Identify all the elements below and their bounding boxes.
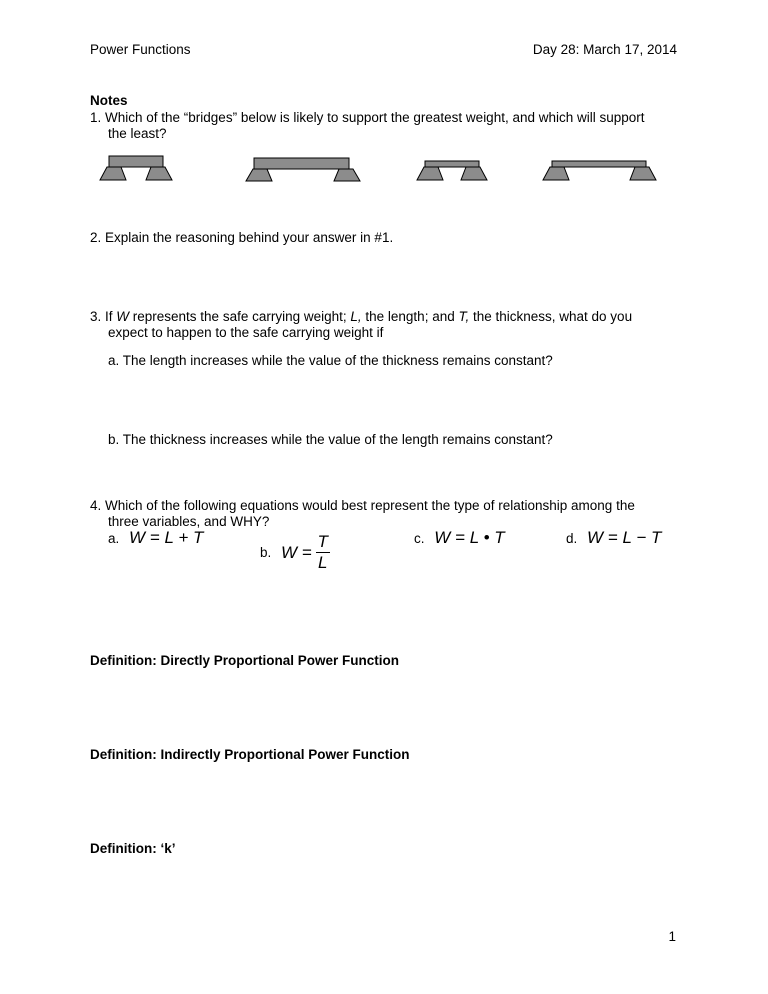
question-3-line-2: expect to happen to the safe carrying weight if — [108, 325, 384, 340]
definition-direct: Definition: Directly Proportional Power Function — [90, 653, 400, 668]
notes-heading: Notes — [90, 93, 128, 108]
equation-c-label: c. — [414, 531, 425, 546]
q3-text-2: the length; and — [361, 309, 459, 324]
question-3a: a. The length increases while the value of the thickness remains constant? — [108, 353, 553, 368]
question-4-line-1: 4. Which of the following equations would best represent the type of relationship among the — [90, 498, 635, 513]
equation-b-denominator: L — [317, 553, 328, 572]
equation-b-lhs: W = — [281, 542, 312, 562]
equation-b-numerator: T — [317, 532, 328, 551]
bridge-2 — [246, 158, 360, 181]
header-title: Power Functions — [90, 42, 191, 57]
equation-b-fraction — [316, 532, 330, 573]
q3-prefix: 3. If — [90, 309, 117, 324]
equation-b-label: b. — [260, 545, 272, 560]
header-date: Day 28: March 17, 2014 — [532, 42, 677, 57]
question-1-line-2: the least? — [108, 126, 167, 141]
q3-var-l: L, — [350, 309, 362, 324]
q3-var-t: T, — [458, 309, 470, 324]
page-number: 1 — [668, 929, 676, 944]
question-4-line-2: three variables, and WHY? — [108, 514, 270, 529]
question-3-line-1 — [90, 309, 632, 324]
bridge-3 — [417, 161, 487, 180]
question-3b: b. The thickness increases while the value of the length remains constant? — [108, 432, 553, 447]
equation-c — [414, 528, 505, 548]
equation-d — [566, 528, 661, 548]
q3-text-3: the thickness, what do you — [469, 309, 633, 324]
bridges-illustration — [0, 150, 768, 190]
equation-d-label: d. — [566, 531, 578, 546]
q3-text-1: represents the safe carrying weight; — [129, 309, 351, 324]
question-1-line-1: 1. Which of the “bridges” below is likely to support the greatest weight, and which will support — [90, 110, 645, 125]
definition-k: Definition: ‘k’ — [90, 841, 176, 856]
definition-indirect: Definition: Indirectly Proportional Power Function — [90, 747, 410, 762]
equation-a-expr: W = L + T — [129, 528, 204, 547]
equation-a-label: a. — [108, 531, 120, 546]
equation-a — [108, 528, 203, 548]
equation-b — [260, 532, 330, 573]
equation-c-expr: W = L • T — [434, 528, 505, 547]
question-2: 2. Explain the reasoning behind your answer in #1. — [90, 230, 394, 245]
equation-d-expr: W = L − T — [587, 528, 662, 547]
q3-var-w: W — [116, 309, 130, 324]
bridge-4 — [543, 161, 656, 180]
bridge-1 — [100, 156, 172, 180]
